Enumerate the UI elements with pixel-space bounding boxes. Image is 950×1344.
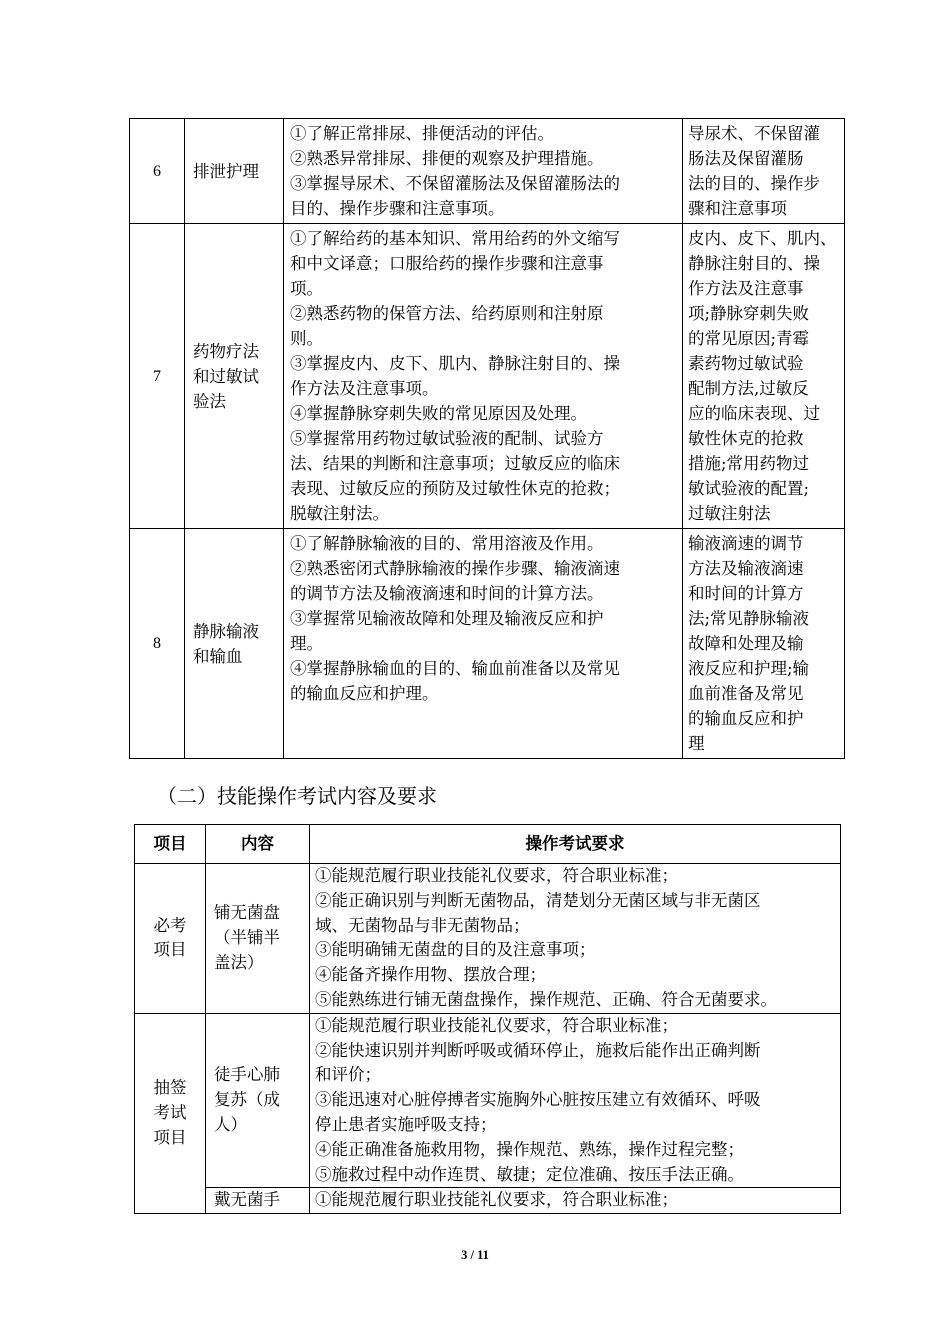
text-line: 故障和处理及输	[688, 634, 804, 653]
row-requirements	[284, 224, 683, 529]
table-row	[135, 1188, 841, 1214]
text-line: ③掌握皮内、皮下、肌内、静脉注射目的、操	[290, 354, 620, 373]
text-line: 项目	[153, 940, 187, 960]
text-line: 表现、过敏反应的预防及过敏性休克的抢救；	[290, 479, 620, 498]
text-line: ④掌握静脉输血的目的、输血前准备以及常见	[290, 659, 620, 678]
text-line: 输液滴速的调节	[688, 534, 804, 553]
text-line: 药物疗法	[193, 341, 259, 361]
table-row	[130, 224, 845, 529]
text-line: ②熟悉密闭式静脉输液的操作步骤、输液滴速	[290, 559, 620, 578]
category-cell	[135, 1013, 206, 1213]
text-line: ①能规范履行职业技能礼仪要求，符合职业标准；	[315, 1190, 678, 1210]
text-line: 必考	[153, 915, 187, 935]
text-line: ①能规范履行职业技能礼仪要求，符合职业标准；	[315, 1015, 678, 1035]
row-requirements	[284, 119, 683, 224]
theory-content-table	[129, 118, 845, 759]
text-line: ③掌握常见输液故障和处理及输液反应和护	[290, 609, 604, 628]
text-line: ④能正确准备施救用物，操作规范、熟练，操作过程完整；	[315, 1139, 744, 1159]
text-line: 静脉注射目的、操	[688, 254, 820, 273]
row-topic	[185, 529, 284, 759]
text-line: ①了解静脉输液的目的、常用溶液及作用。	[290, 534, 604, 553]
table-row	[135, 1013, 841, 1188]
text-line: ②能正确识别与判断无菌物品，清楚划分无菌区域与非无菌区	[315, 890, 761, 910]
text-line: 敏性休克的抢救	[688, 429, 804, 448]
item-requirements	[310, 864, 841, 1014]
text-line: 戴无菌手	[214, 1190, 280, 1210]
text-line: 的输血反应和护	[688, 709, 804, 728]
item-requirements	[310, 1188, 841, 1214]
text-line: ①了解正常排尿、排便活动的评估。	[290, 124, 554, 143]
item-name	[206, 1013, 310, 1188]
text-line: 敏试验液的配置;	[688, 479, 810, 498]
text-line: 抽签	[153, 1078, 187, 1098]
text-line: 皮内、皮下、肌内、	[688, 229, 837, 248]
table-row	[130, 119, 845, 224]
skill-exam-table	[134, 824, 841, 1214]
text-line: 盖法）	[214, 952, 264, 972]
row-key-points	[683, 224, 845, 529]
row-key-points	[683, 529, 845, 759]
row-key-points	[683, 119, 845, 224]
text-line: 静脉输液	[193, 621, 259, 641]
text-line: 和中文译意；口服给药的操作步骤和注意事	[290, 254, 604, 273]
text-line: ⑤能熟练进行铺无菌盘操作，操作规范、正确、符合无菌要求。	[315, 989, 777, 1009]
text-line: 验法	[193, 391, 226, 411]
text-line: 铺无菌盘	[214, 903, 280, 923]
text-line: 则。	[290, 329, 323, 348]
text-line: 人）	[214, 1114, 247, 1134]
text-line: ②熟悉药物的保管方法、给药原则和注射原	[290, 304, 604, 323]
text-line: 项。	[290, 279, 323, 298]
row-number: 8	[130, 529, 185, 759]
table-row	[130, 529, 845, 759]
text-line: ③掌握导尿术、不保留灌肠法及保留灌肠法的	[290, 174, 620, 193]
text-line: ①能规范履行职业技能礼仪要求，符合职业标准；	[315, 866, 678, 885]
text-line: 的常见原因;青霉	[688, 329, 810, 348]
text-line: ②熟悉异常排尿、排便的观察及护理措施。	[290, 149, 604, 168]
text-line: 配制方法,过敏反	[688, 379, 809, 398]
text-line: ②能快速识别并判断呼吸或循环停止，施救后能作出正确判断	[315, 1040, 761, 1060]
text-line: 和过敏试	[193, 366, 259, 386]
row-number: 6	[130, 119, 185, 224]
text-line: ④能备齐操作用物、摆放合理；	[315, 965, 546, 985]
text-line: 考试	[153, 1103, 187, 1123]
item-requirements	[310, 1013, 841, 1188]
row-requirements	[284, 529, 683, 759]
item-name	[206, 1188, 310, 1214]
text-line: 的调节方法及输液滴速和时间的计算方法。	[290, 584, 604, 603]
text-line: 项目	[153, 1127, 187, 1147]
text-line: 理	[688, 734, 705, 753]
text-line: 和输血	[193, 646, 243, 666]
text-line: 骤和注意事项	[688, 199, 787, 218]
table-header-row	[135, 825, 841, 864]
table-row	[135, 864, 841, 1014]
text-line: 作方法及注意事	[688, 279, 804, 298]
text-line: 导尿术、不保留灌	[688, 124, 820, 143]
row-topic	[185, 224, 284, 529]
header-content: 内容	[206, 825, 310, 864]
item-name	[206, 864, 310, 1014]
category-cell	[135, 864, 206, 1014]
text-line: 血前准备及常见	[688, 684, 804, 703]
text-line: 方法及输液滴速	[688, 559, 804, 578]
text-line: ③能迅速对心脏停搏者实施胸外心脏按压建立有效循环、呼吸	[315, 1090, 761, 1110]
text-line: 脱敏注射法。	[290, 504, 389, 523]
text-line: 作方法及注意事项。	[290, 379, 439, 398]
section-title: （二）技能操作考试内容及要求	[157, 784, 437, 808]
text-line: 的输血反应和护理。	[290, 684, 439, 703]
text-line: 和评价；	[315, 1065, 381, 1085]
text-line: 过敏注射法	[688, 504, 771, 523]
text-line: ③能明确铺无菌盘的目的及注意事项；	[315, 940, 596, 960]
row-topic: 排泄护理	[185, 119, 284, 224]
text-line: 法的目的、操作步	[688, 174, 820, 193]
row-number: 7	[130, 224, 185, 529]
text-line: 应的临床表现、过	[688, 404, 820, 423]
page-number: 3 / 11	[461, 1248, 489, 1262]
text-line: 和时间的计算方	[688, 584, 804, 603]
text-line: ④掌握静脉穿刺失败的常见原因及处理。	[290, 404, 587, 423]
text-line: （半铺半	[214, 927, 280, 947]
text-line: ①了解给药的基本知识、常用给药的外文缩写	[290, 229, 620, 248]
text-line: ⑤掌握常用药物过敏试验液的配制、试验方	[290, 429, 604, 448]
text-line: ⑤施救过程中动作连贯、敏捷；定位准确、按压手法正确。	[315, 1164, 744, 1184]
text-line: 法、结果的判断和注意事项；过敏反应的临床	[290, 454, 620, 473]
text-line: 项;静脉穿刺失败	[688, 304, 810, 323]
text-line: 域、无菌物品与非无菌物品；	[315, 915, 530, 935]
header-category: 项目	[135, 825, 206, 864]
text-line: 徒手心肺	[214, 1065, 280, 1085]
text-line: 素药物过敏试验	[688, 354, 804, 373]
header-requirements: 操作考试要求	[310, 825, 841, 864]
text-line: 肠法及保留灌肠	[688, 149, 804, 168]
text-line: 停止患者实施呼吸支持；	[315, 1114, 497, 1134]
text-line: 复苏（成	[214, 1090, 280, 1110]
text-line: 措施;常用药物过	[688, 454, 810, 473]
text-line: 目的、操作步骤和注意事项。	[290, 199, 505, 218]
text-line: 法;常见静脉输液	[688, 609, 810, 628]
text-line: 理。	[290, 634, 323, 653]
text-line: 液反应和护理;输	[688, 659, 810, 678]
